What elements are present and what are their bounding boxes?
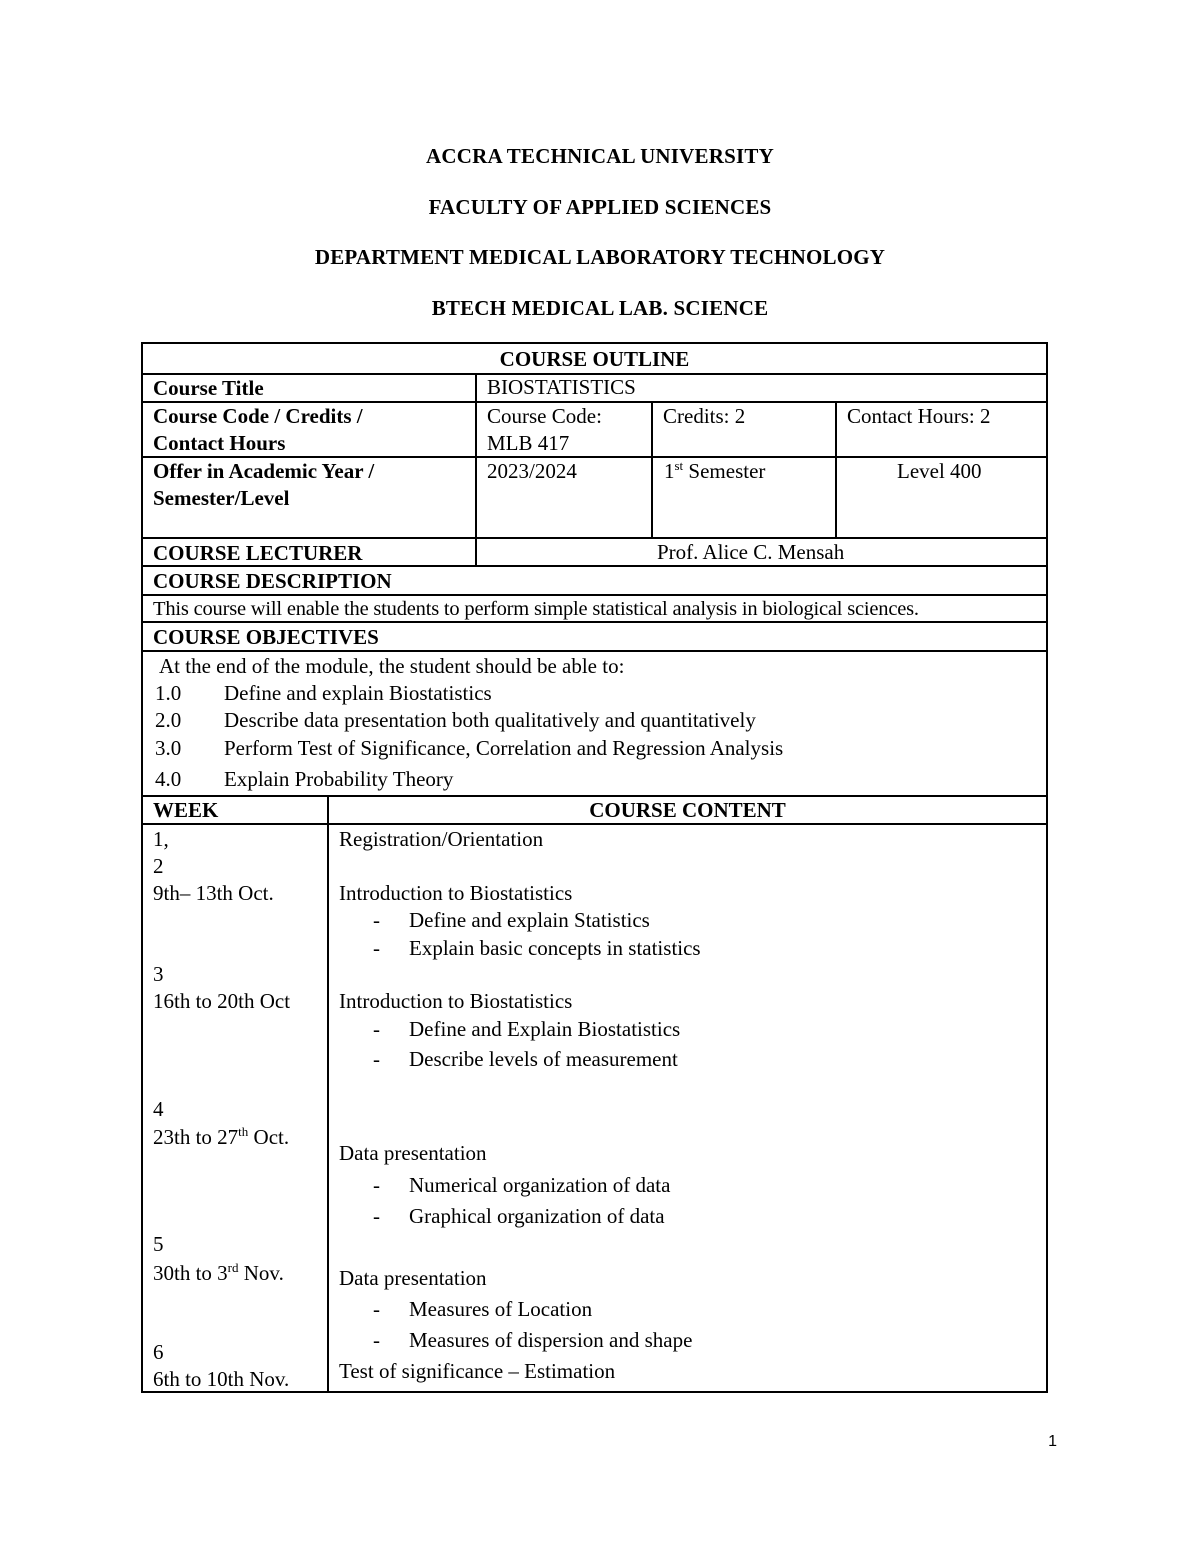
page-number: 1	[1048, 1433, 1057, 1450]
contact-hours-value: Contact Hours: 2	[847, 404, 991, 428]
description-text: This course will enable the students to perform simple statistical analysis in biological sciences.	[153, 598, 919, 620]
objective-num: 3.0	[155, 736, 182, 760]
bullet-dash: -	[373, 908, 380, 932]
content-header: COURSE CONTENT	[589, 798, 786, 822]
offer-label-line2: Semester/Level	[153, 486, 290, 510]
academic-year-value: 2023/2024	[487, 459, 577, 483]
credits-value: Credits: 2	[663, 404, 746, 428]
schedule-table	[141, 795, 1048, 1393]
level-value: Level 400	[897, 459, 982, 483]
objectives-intro: At the end of the module, the student should be able to:	[159, 654, 625, 678]
bullet-dash: -	[373, 1017, 380, 1041]
course-title-value: BIOSTATISTICS	[487, 375, 636, 399]
content-item: Data presentation	[339, 1141, 487, 1165]
content-item: Data presentation	[339, 1266, 487, 1290]
objective-num: 1.0	[155, 681, 182, 705]
bullet-dash: -	[373, 1173, 380, 1197]
week-number: 2	[153, 854, 164, 878]
week-dates: 30th to 3rd Nov.	[153, 1260, 284, 1285]
course-outline-table	[141, 342, 1048, 797]
content-subitem: Explain basic concepts in statistics	[409, 936, 701, 960]
objective-text: Explain Probability Theory	[224, 767, 454, 791]
week-dates: 6th to 10th Nov.	[153, 1367, 290, 1391]
content-item: Registration/Orientation	[339, 827, 544, 851]
content-subitem: Measures of dispersion and shape	[409, 1328, 693, 1352]
course-code-line2: MLB 417	[487, 431, 570, 455]
week-number: 5	[153, 1232, 164, 1256]
week-dates: 23th to 27th Oct.	[153, 1124, 290, 1149]
lecturer-label: COURSE LECTURER	[153, 541, 363, 565]
content-item: Introduction to Biostatistics	[339, 989, 573, 1013]
week-dates: 9th– 13th Oct.	[153, 881, 274, 905]
week-header: WEEK	[153, 798, 219, 822]
content-subitem: Describe levels of measurement	[409, 1047, 678, 1071]
bullet-dash: -	[373, 936, 380, 960]
semester-value: 1st Semester	[664, 458, 766, 483]
offer-label-line1: Offer in Academic Year /	[153, 459, 375, 483]
course-code-line1: Course Code:	[487, 404, 602, 428]
content-item: Test of significance – Estimation	[339, 1359, 616, 1383]
course-title-label: Course Title	[153, 376, 264, 400]
week-number: 4	[153, 1097, 164, 1121]
week-dates: 16th to 20th Oct	[153, 989, 291, 1013]
faculty-heading: FACULTY OF APPLIED SCIENCES	[428, 195, 772, 219]
code-label-line2: Contact Hours	[153, 431, 286, 455]
department-heading: DEPARTMENT MEDICAL LABORATORY TECHNOLOGY	[314, 245, 886, 269]
objective-num: 4.0	[155, 767, 182, 791]
content-subitem: Define and explain Statistics	[409, 908, 650, 932]
description-label: COURSE DESCRIPTION	[153, 569, 392, 593]
bullet-dash: -	[373, 1204, 380, 1228]
content-subitem: Measures of Location	[409, 1297, 593, 1321]
content-subitem: Define and Explain Biostatistics	[409, 1017, 681, 1041]
objective-num: 2.0	[155, 708, 182, 732]
bullet-dash: -	[373, 1328, 380, 1352]
objective-text: Perform Test of Significance, Correlation and Regression Analysis	[224, 736, 784, 760]
content-subitem: Numerical organization of data	[409, 1173, 671, 1197]
week-number: 6	[153, 1340, 164, 1364]
lecturer-value: Prof. Alice C. Mensah	[657, 540, 845, 564]
programme-heading: BTECH MEDICAL LAB. SCIENCE	[431, 296, 769, 320]
objective-text: Describe data presentation both qualitatively and quantitatively	[224, 708, 756, 732]
content-subitem: Graphical organization of data	[409, 1204, 665, 1228]
code-label-line1: Course Code / Credits /	[153, 404, 363, 428]
course-outline-title: COURSE OUTLINE	[499, 347, 690, 371]
university-heading: ACCRA TECHNICAL UNIVERSITY	[426, 144, 774, 168]
objective-text: Define and explain Biostatistics	[224, 681, 492, 705]
content-item: Introduction to Biostatistics	[339, 881, 573, 905]
objectives-label: COURSE OBJECTIVES	[153, 625, 379, 649]
week-number: 3	[153, 962, 164, 986]
week-number: 1,	[153, 827, 169, 851]
bullet-dash: -	[373, 1047, 380, 1071]
bullet-dash: -	[373, 1297, 380, 1321]
